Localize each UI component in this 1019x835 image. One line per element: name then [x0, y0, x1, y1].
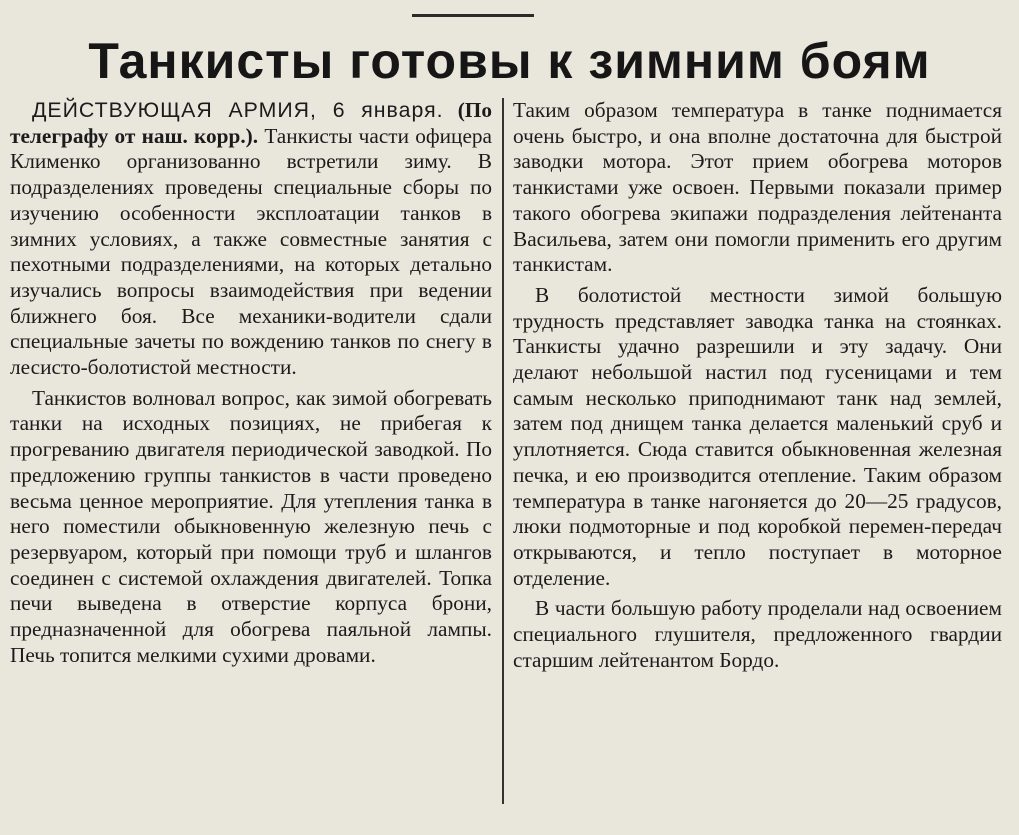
- column-divider: [502, 98, 504, 804]
- article-source: (По телеграфу от наш. корр.).: [10, 98, 492, 148]
- headline-top-rule: [412, 14, 534, 17]
- article-paragraph-2: Танкистов волновал вопрос, как зимой обогревать танки на исходных позициях, не прибегая к прогреванию двигателя периодической заводкой. По предложению группы танкистов в части проведено весьма ценное мероприятие. Для утепления танка в него поместили обыкновенную железную печь с резервуаром, который при помощи труб и шлангов соединен с системой охлаждения двигателей. Топка печи выведена в отверстие корпуса брони, предназначенной для обогрева паяльной лампы. Печь топится мелкими сухими дровами.: [10, 385, 492, 667]
- article-column-left: [10, 98, 492, 668]
- article-headline: Танкисты готовы к зимним боям: [88, 33, 931, 89]
- article-dateline: ДЕЙСТВУЮЩАЯ АРМИЯ, 6 января.: [32, 98, 444, 122]
- article-paragraph-4: В болотистой местности зимой большую трудность представляет заводка танка на стоянках. Танкисты удачно разрешили и эту задачу. Они делают небольшой настил под гусеницами и тем самым несколько приподнимают танк над землей, затем под днищем танка делается маленький сруб и уплотняется. Сюда ставится обыкновенная железная печка, и ею производится отепление. Таким образом температура в танке нагоняется до 20—25 градусов, люки подмоторные и под коробкой перемен-передач открываются, и тепло поступает в моторное отделение.: [513, 282, 1002, 590]
- article-column-right: [513, 98, 1002, 673]
- article-paragraph-1: Танкисты части офицера Клименко организованно встретили зиму. В подразделениях проведены специальные сборы по изучению особенности эксплоатации танков в зимних условиях, а также совместные занятия с пехотными подразделениями, на которых детально изучались вопросы взаимодействия при ведении ближнего боя. Все механики-водители сдали специальные зачеты по вождению танков по снегу в лесисто-болотистой местности.: [10, 123, 492, 380]
- article-paragraph-lead: [10, 98, 492, 381]
- article-paragraph-5: В части большую работу проделали над освоением специального глушителя, предложенного гвардии старшим лейтенантом Бордо.: [513, 596, 1002, 672]
- article-paragraph-3: Таким образом температура в танке поднимается очень быстро, и она вполне достаточна для быстрой заводки мотора. Этот прием обогрева моторов танкистами уже освоен. Первыми показали пример такого обогрева экипажи подразделения лейтенанта Васильева, затем они помогли применить его другим танкистам.: [513, 98, 1002, 277]
